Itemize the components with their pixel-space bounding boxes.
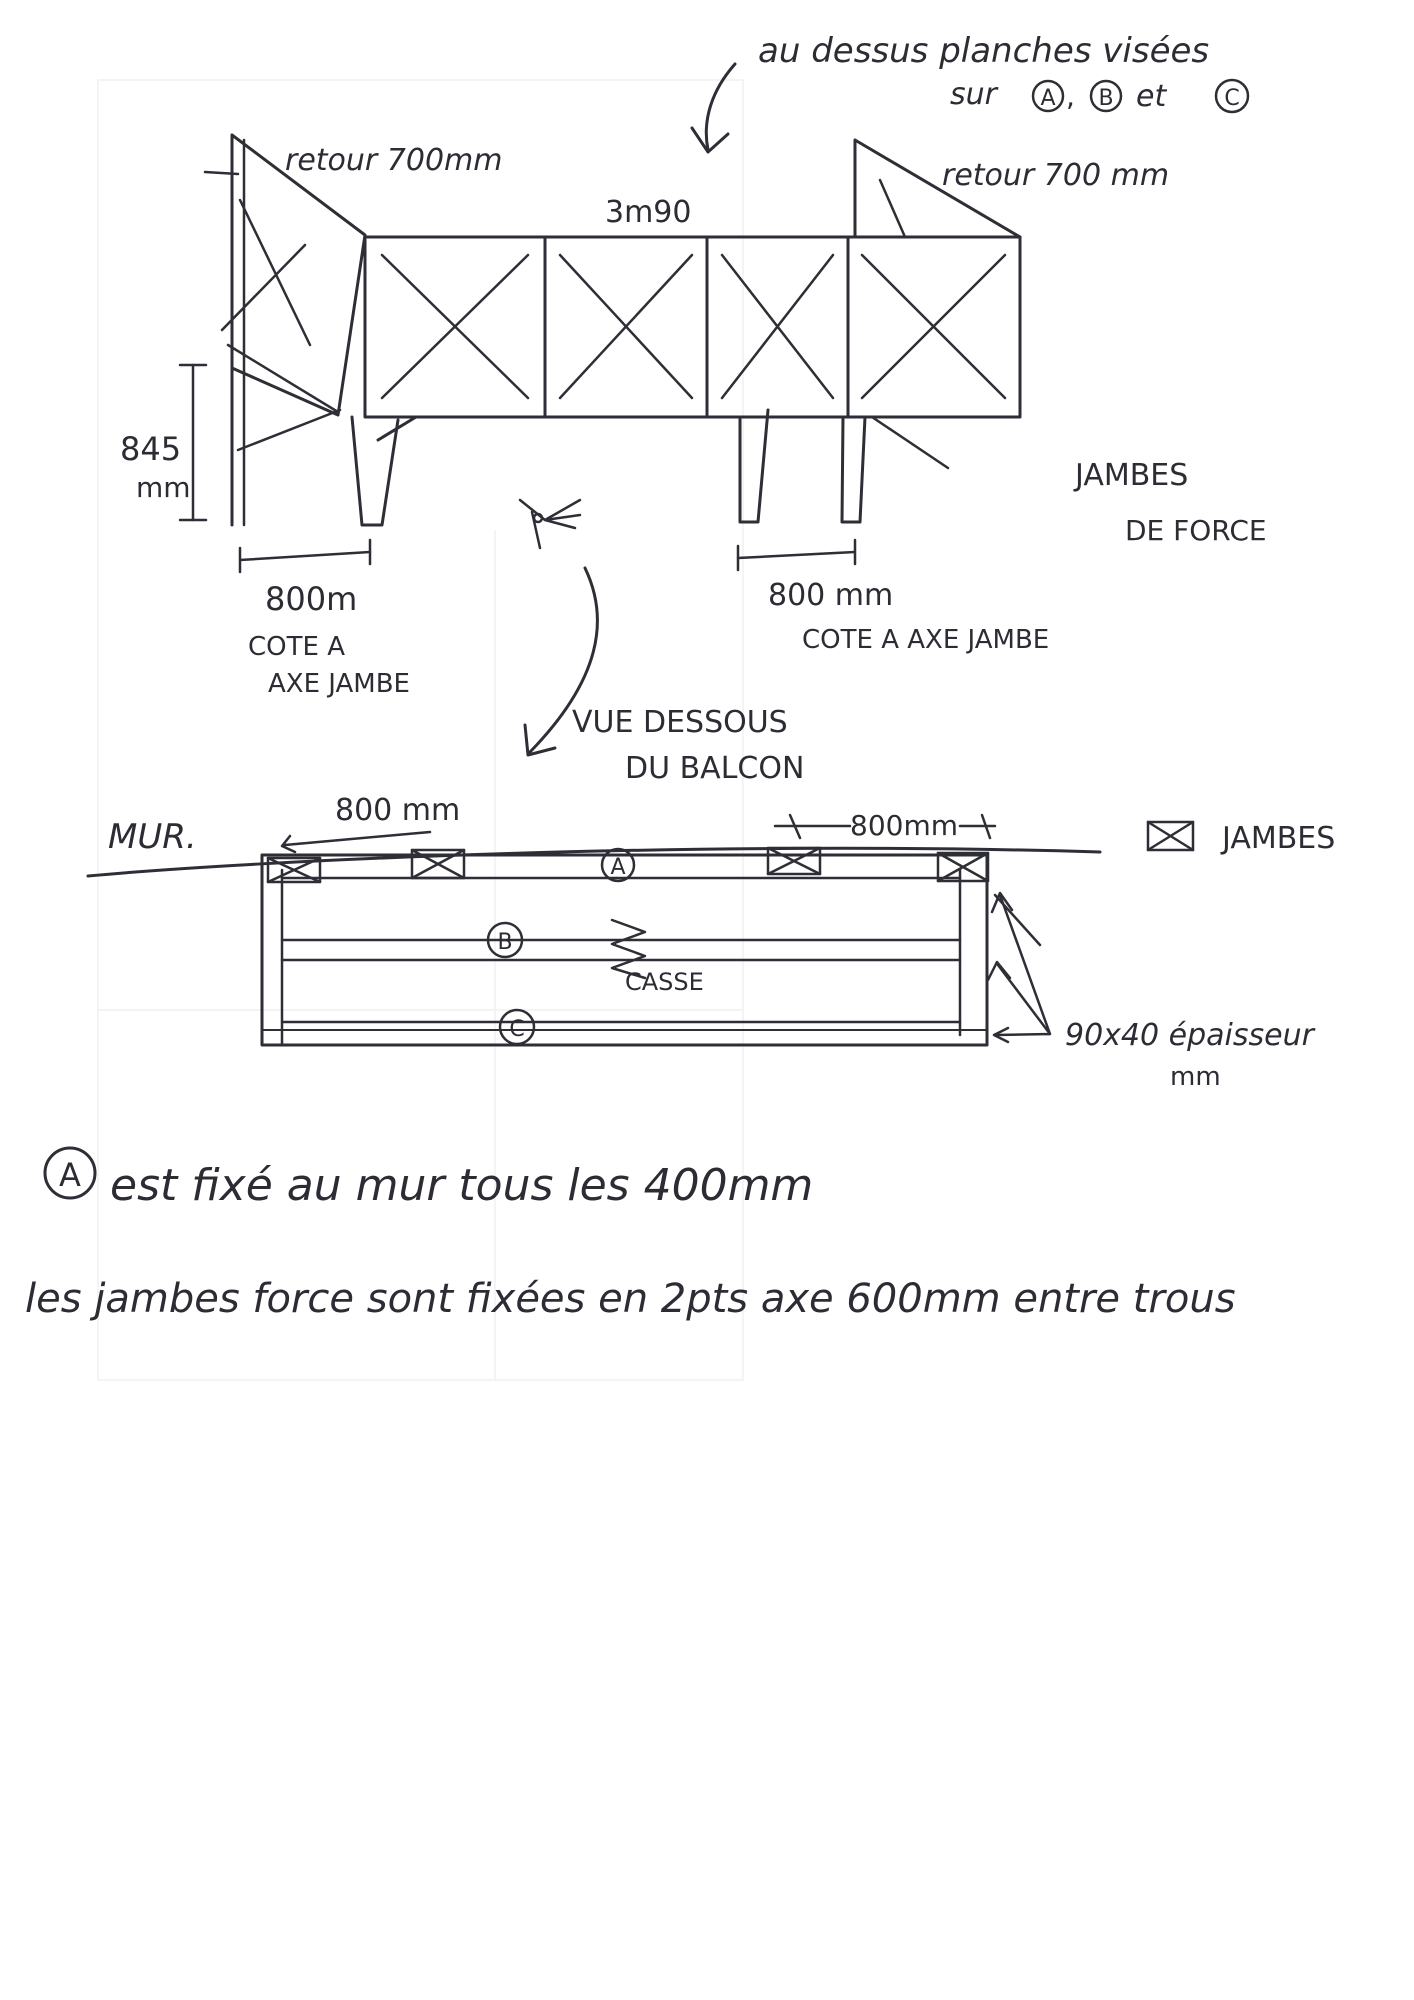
top-note-sep: , <box>1066 80 1075 113</box>
left-spacing-note1: COTE A <box>248 632 345 662</box>
top-note-arrow <box>692 64 735 152</box>
height-unit: mm <box>136 471 191 504</box>
bottom-title-line1: VUE DESSOUS <box>572 705 788 740</box>
top-view <box>120 31 1267 755</box>
balcony-frame <box>262 855 987 1045</box>
left-spacing-dimension <box>240 540 410 699</box>
note-line2: les jambes force sont fixées en 2pts axe 600mm entre trous <box>25 1276 1236 1322</box>
board-c-label: C <box>509 1017 525 1042</box>
note-circle-a-label: A <box>59 1156 81 1194</box>
top-note-circle-c: C <box>1224 86 1240 111</box>
left-spacing-note2: AXE JAMBE <box>268 669 410 699</box>
section-value: 90x40 épaisseur <box>1065 1018 1314 1053</box>
bottom-left-spacing <box>282 793 460 852</box>
deck-frame <box>365 237 1020 417</box>
notes <box>25 1148 1236 1322</box>
bottom-right-spacing-value: 800mm <box>850 809 958 842</box>
legend <box>1148 821 1335 856</box>
top-note-circle-b: B <box>1098 86 1114 111</box>
height-dimension <box>120 365 206 520</box>
left-spacing-value: 800m <box>265 580 358 618</box>
right-return-label: retour 700 mm <box>942 158 1170 193</box>
bottom-title-line2: DU BALCON <box>625 751 805 786</box>
braces-label-line2: DE FORCE <box>1125 514 1267 547</box>
section-unit: mm <box>1170 1062 1221 1092</box>
braces <box>352 410 865 525</box>
top-note-circle-a: A <box>1040 86 1056 111</box>
right-spacing-value: 800 mm <box>768 578 894 613</box>
break-label: CASSE <box>625 968 704 996</box>
section-dimension <box>988 893 1316 1092</box>
bottom-right-spacing <box>775 809 995 842</box>
top-note-prefix: sur <box>950 77 997 112</box>
right-spacing-dimension <box>738 540 1049 655</box>
top-note-and: et <box>1136 79 1167 114</box>
wall-label: MUR. <box>108 817 197 857</box>
left-return-label: retour 700mm <box>285 143 503 178</box>
bottom-view <box>88 705 1335 1092</box>
deck-length-label: 3m90 <box>605 195 692 230</box>
braces-label-line1: JAMBES <box>1075 458 1189 493</box>
eye-icon <box>520 500 580 548</box>
top-note-line2 <box>950 77 1248 114</box>
board-b-label: B <box>497 930 513 955</box>
board-a-label: A <box>610 855 626 880</box>
note-line1: est fixé au mur tous les 400mm <box>110 1160 814 1211</box>
top-note-line1: au dessus planches visées <box>758 31 1210 71</box>
right-spacing-note: COTE A AXE JAMBE <box>802 625 1050 655</box>
legend-label: JAMBES <box>1222 821 1336 856</box>
height-value: 845 <box>120 430 182 468</box>
bottom-left-spacing-value: 800 mm <box>335 793 461 828</box>
left-return <box>205 135 365 525</box>
